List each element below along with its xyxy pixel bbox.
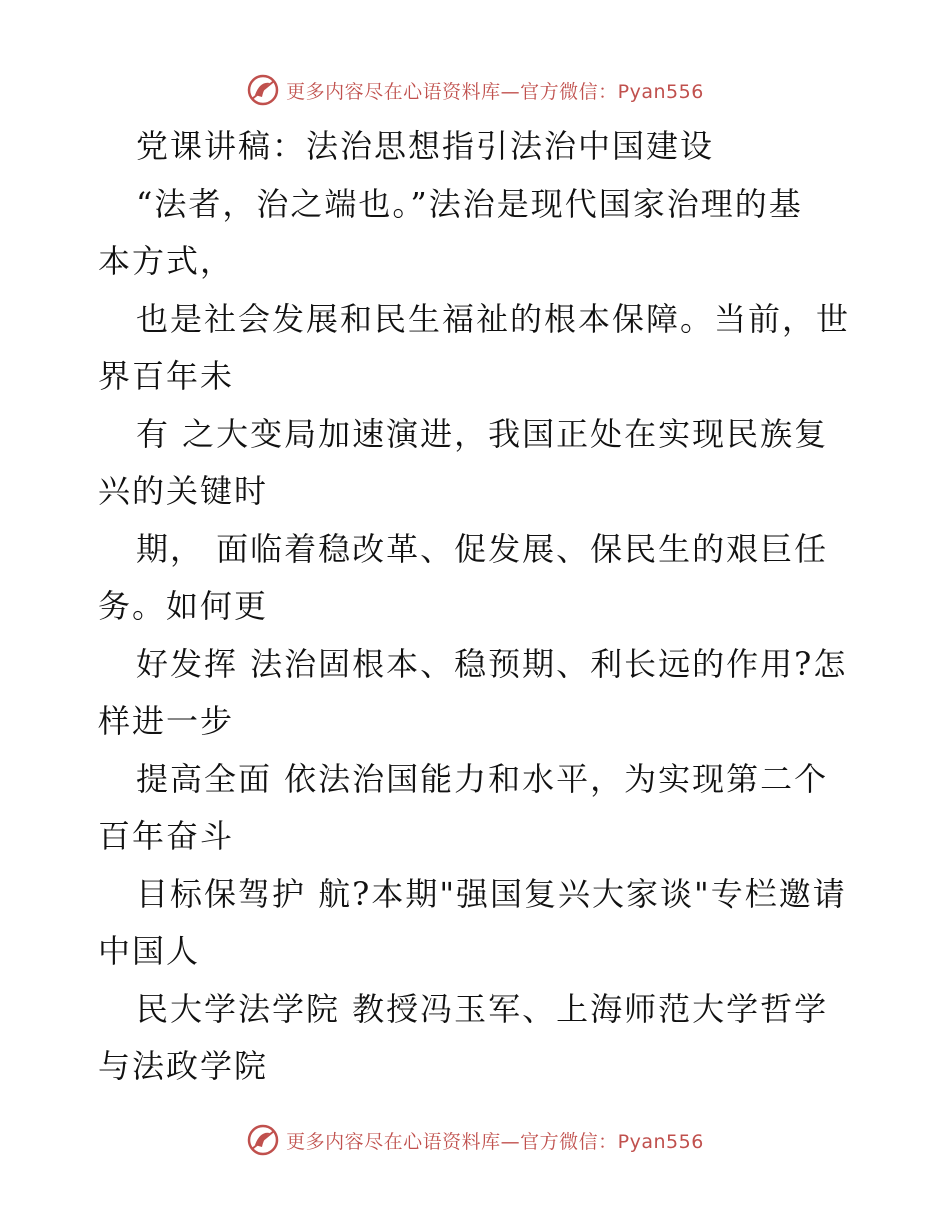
text-line: 期， 面临着稳改革、促发展、保民生的艰巨任 xyxy=(136,529,829,568)
header-watermark xyxy=(0,72,950,108)
document-body xyxy=(98,118,858,1096)
text-line: 兴的关键时 xyxy=(98,472,269,510)
text-line: 百年奋斗 xyxy=(98,817,235,855)
text-line: 中国人 xyxy=(98,932,201,970)
footer-watermark xyxy=(0,1122,950,1158)
text-line: 与法政学院 xyxy=(98,1047,269,1085)
text-line: 务。如何更 xyxy=(98,587,269,625)
text-line: 民大学法学院 教授冯玉军、上海师范大学哲学 xyxy=(136,989,829,1028)
text-line: 提高全面 依法治国能力和水平，为实现第二个 xyxy=(136,759,829,798)
text-line: 也是社会发展和民生福祉的根本保障。当前，世 xyxy=(136,299,851,338)
logo-icon xyxy=(246,73,280,107)
text-line: 界百年未 xyxy=(98,357,235,395)
text-line: 有 之大变局加速演进，我国正处在实现民族复 xyxy=(136,414,829,453)
text-line: 好发挥 法治固根本、稳预期、利长远的作用?怎 xyxy=(136,644,848,683)
text-line: “法者，治之端也。”法治是现代国家治理的基 xyxy=(136,184,803,223)
watermark-text: 更多内容尽在心语资料库—官方微信：Pyan556 xyxy=(286,1130,704,1153)
logo-icon xyxy=(246,1123,280,1157)
document-title: 党课讲稿：法治思想指引法治中国建设 xyxy=(136,127,715,165)
watermark-text: 更多内容尽在心语资料库—官方微信：Pyan556 xyxy=(286,80,704,103)
text-line: 目标保驾护 航?本期"强国复兴大家谈"专栏邀请 xyxy=(136,874,847,913)
text-line: 样进一步 xyxy=(98,702,235,740)
text-line: 本方式， xyxy=(98,242,235,280)
